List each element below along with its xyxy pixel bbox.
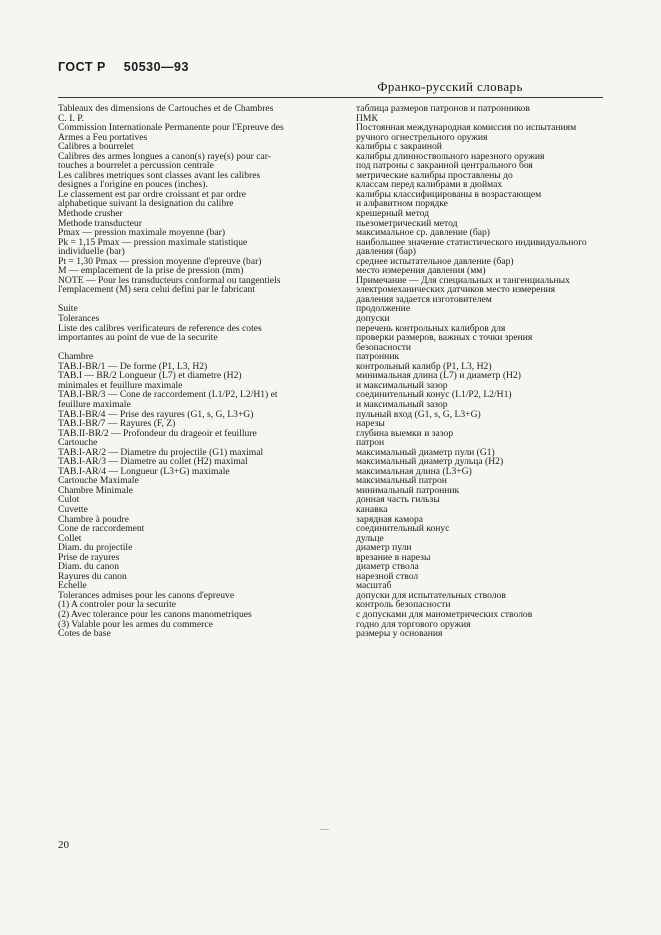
russian-term: патрон [356,438,385,448]
french-term: Tolerances [58,314,100,324]
french-term: Calibres a bourrelet [58,142,134,152]
russian-term: ручного огнестрельного оружия [356,132,488,143]
russian-term: метрические калибры проставлены до [356,170,513,181]
french-term: Chambre Minimale [58,485,133,496]
french-term: M — emplacement de la prise de pression (mm) [58,266,244,276]
russian-term: ПМК [356,113,378,124]
french-term: TAB.I-BR/3 — Cone de raccordement (L1/P2, L2/H1) et [58,390,278,400]
french-term: Rayures du canon [58,571,127,582]
russian-term: глубина выемки и зазор [356,428,454,439]
russian-term: таблица размеров патронов и патронников [356,104,530,114]
french-term: Pk = 1,15 Pmax — pression maximale statistique [58,237,248,248]
french-term: C. I. P. [58,113,84,124]
french-term: Pt = 1,30 Pmax — pression moyenne d'epreuve (bar) [58,256,262,267]
russian-term: диаметр ствола [356,562,419,572]
french-term: TAB.I-AR/3 — Diametre au collet (H2) maximal [58,457,248,467]
french-term: TAB.I-BR/7 — Rayures (F, Z) [58,419,176,429]
french-term: Methode crusher [58,209,123,219]
french-term: individuelle (bar) [58,247,125,257]
russian-term: калибры классифицированы в возрастающем [356,189,542,200]
french-term: Cotes de base [58,629,111,639]
russian-term: перечень контрольных калибров для [356,323,506,334]
gost-label: ГОСТ Р [58,60,106,74]
russian-term: минимальный патронник [356,485,460,496]
french-term: Cuvette [58,504,88,515]
russian-term: и максимальный зазор [356,399,448,410]
russian-term: годно для торгового оружия [356,619,471,630]
russian-term: минимальная длина (L7) и диаметр (H2) [356,371,521,381]
french-term: Tolerances admises pour les canons d'epreuve [58,590,235,601]
french-term: Culot [58,495,80,505]
french-term: Commission Internationale Permanente pour l'Epreuve des [58,123,284,133]
russian-term: нарезной ствол [356,571,419,582]
french-term: Chambre [58,352,94,362]
russian-term: пульный вход (G1, s, G, L3+G) [356,409,481,420]
french-term: Prise de rayures [58,552,120,563]
russian-term: Постоянная международная комиссия по испытаниям [356,123,577,133]
french-term: Methode transducteur [58,218,142,229]
russian-term: диаметр пули [356,543,412,553]
french-term: Liste des calibres verificateurs de reference des cotes [58,323,262,334]
russian-term: канавка [356,504,388,515]
french-term: Diam. du canon [58,562,120,572]
russian-term: максимальный патрон [356,476,447,486]
russian-term: проверки размеров, важных с точки зрения [356,333,533,343]
russian-term: калибры длинноствольного нарезного оружия [356,151,545,162]
russian-term: давления (бар) [356,247,416,257]
french-term: TAB.I-AR/4 — Longueur (L3+G) maximale [58,466,230,477]
french-term: Cartouche [58,438,98,448]
french-term: Suite [58,304,78,315]
french-term: importantes au point de vue de la securite [58,333,218,343]
french-term: Chambre à poudre [58,514,129,525]
russian-term: допуски для испытательных стволов [356,590,506,601]
russian-term: Примечание — Для специальных и тангенциальных [356,275,570,286]
french-term: TAB.I-AR/2 — Diametre du projectile (G1) maximal [58,447,264,458]
french-term: Le classement est par ordre croissant et par ordre [58,189,247,200]
french-column [58,104,342,639]
russian-term: и максимальный зазор [356,380,448,391]
french-term: feuillure maximale [58,399,131,410]
russian-column [356,104,606,639]
document-header [58,60,189,74]
page-number: 20 [58,839,69,851]
french-term: Echelle [58,581,87,591]
russian-term: соединительный конус [356,524,450,534]
french-term: Tableaux des dimensions de Cartouches et de Chambres [58,104,274,114]
russian-term: максимальная длина (L3+G) [356,466,472,477]
russian-term: и алфавитном порядке [356,199,448,210]
russian-term: место измерения давления (мм) [356,266,486,276]
french-term: designes a l'origine en pouces (inches). [58,180,208,190]
russian-term: допуски [356,314,390,324]
french-term: touches a bourrelet a percussion centrale [58,161,214,171]
french-term: TAB.I-BR/1 — De forme (P1, L3, H2) [58,361,208,372]
french-term: Cone de raccordement [58,524,145,534]
footer-mark: — [320,824,329,834]
french-term: Cartouche Maximale [58,476,139,486]
russian-term: патронник [356,352,400,362]
french-term: (3) Valable pour les armes du commerce [58,619,213,630]
russian-term: донная часть гильзы [356,495,440,505]
header-rule [58,97,603,98]
russian-term: продолжение [356,304,411,315]
french-term: minimales et feuillure maximale [58,380,183,391]
russian-term: крешерный метод [356,209,430,219]
french-term: TAB.I — BR/2 Longueur (L7) et diametre (H2) [58,371,242,381]
russian-term: пьезометрический метод [356,218,458,229]
russian-term: среднее испытательное давление (бар) [356,256,514,267]
russian-term: зарядная камора [356,514,424,525]
french-term: TAB.II-BR/2 — Profondeur du drageoir et feuillure [58,428,257,439]
russian-term: с допусками для манометрических стволов [356,609,533,620]
russian-term: классам перед калибрами в дюймах [356,180,503,190]
french-term: Les calibres metriques sont classes avant les calibres [58,170,261,181]
russian-term: соединительный конус (L1/P2, L2/H1) [356,390,512,400]
french-term: l'emplacement (M) sera celui defini par le fabricant [58,285,255,295]
french-term: Calibres des armes longues a canon(s) raye(s) pour car- [58,151,271,162]
russian-term: контроль безопасности [356,600,451,610]
french-term: (1) A controler pour la securite [58,600,177,610]
french-term: TAB.I-BR/4 — Prise des rayures (G1, s, G, L3+G) [58,409,254,420]
russian-term: максимальное ср. давление (бар) [356,228,490,238]
russian-term: электромеханических датчиков место измерения [356,285,556,295]
french-term: Collet [58,533,82,544]
russian-term: давления задается изготовителем [356,294,492,305]
standard-number: 50530—93 [123,60,189,74]
russian-term: калибры с закраиной [356,142,442,152]
russian-term: размеры у основания [356,629,443,639]
french-term: Diam. du projectile [58,543,133,553]
french-term: (2) Avec tolerance pour les canons manometriques [58,609,252,620]
russian-term: контрольный калибр (P1, L3, H2) [356,361,492,372]
russian-term: безопасности [356,342,412,353]
russian-term: максимальный диаметр дульца (H2) [356,457,504,467]
french-term [58,343,342,353]
french-term: NOTE — Pour les transducteurs conformal ou tangentiels [58,275,281,286]
french-term: alphabetique suivant la designation du calibre [58,199,234,210]
russian-term: нарезы [356,419,385,429]
french-term [58,295,342,305]
russian-term: врезание в нарезы [356,552,431,563]
french-term: Armes a Feu portatives [58,132,148,143]
russian-term: под патроны с закраиной центрального боя [356,161,533,171]
russian-term: дульце [356,533,384,544]
russian-term: масштаб [356,581,392,591]
russian-term: наибольшее значение статистического индивидуального [356,237,587,248]
french-term: Pmax — pression maximale moyenne (bar) [58,228,226,238]
page-title: Франко-русский словарь [377,79,523,94]
russian-term: максимальный диаметр пули (G1) [356,447,495,458]
